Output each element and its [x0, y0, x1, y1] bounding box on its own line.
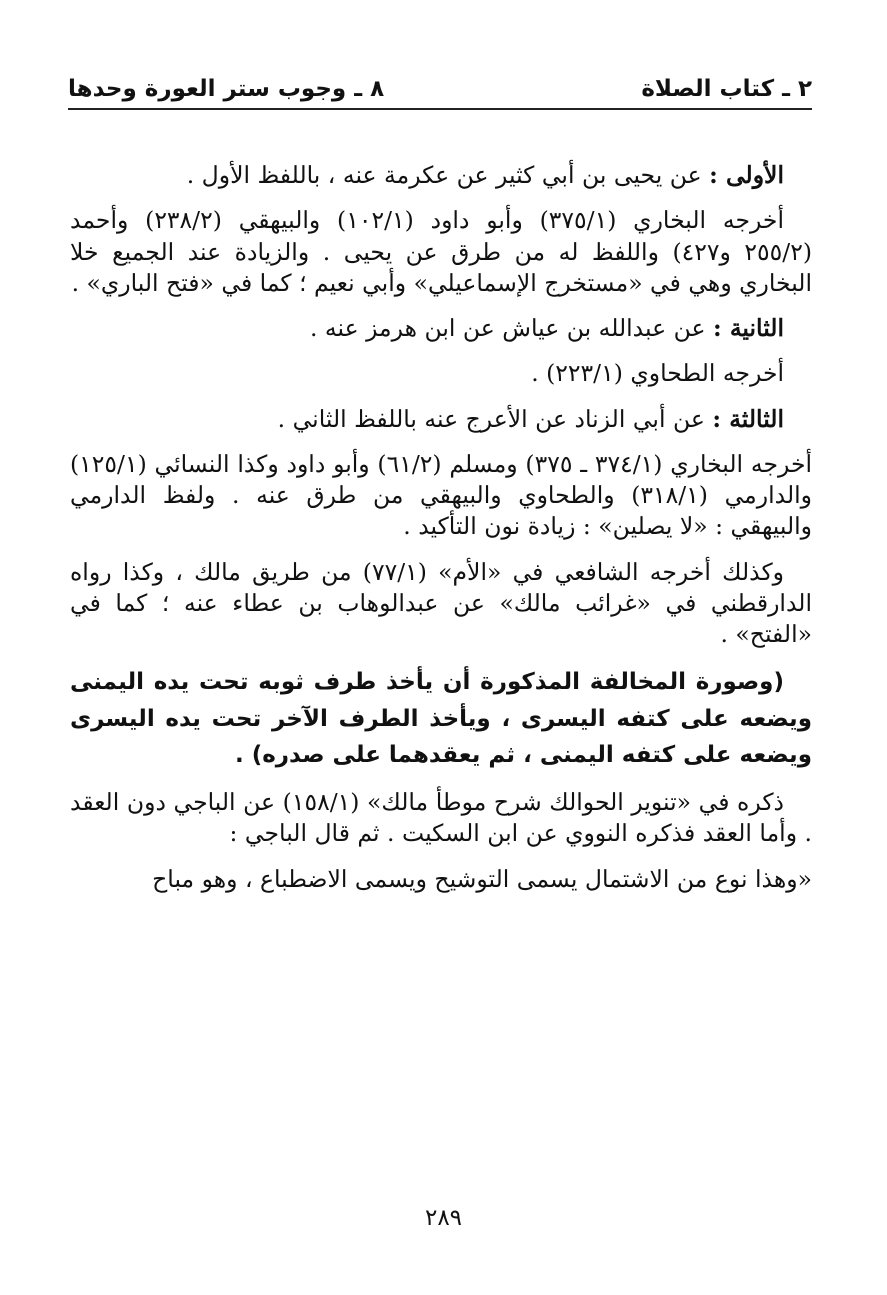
route-label: الثالثة : [712, 404, 784, 433]
paragraph-takhrij-1: أخرجه البخاري (٣٧٥/١) وأبو داود (١٠٢/١) والبيهقي (٢٣٨/٢) وأحمد (٢٥٥/٢ و٤٢٧) واللفظ له من طرق عن يحيى . والزيادة عند الجميع خلا البخاري وهي في «مستخرج الإسماعيلي» وأبي نعيم ؛ كما في «فتح الباري» . [70, 206, 812, 297]
page-body [70, 160, 812, 909]
page-number: ٢٨٩ [424, 1205, 463, 1231]
route-label: الأولى : [709, 161, 784, 189]
paragraph-baji-quote: «وهذا نوع من الاشتمال يسمى التوشيح ويسمى الاضطباع ، وهو مباح [152, 864, 812, 893]
paragraph-takhrij-2: أخرجه الطحاوي (٢٢٣/١) . [531, 359, 784, 388]
paragraph-takhrij-3: أخرجه البخاري (٣٧٤/١ ـ ٣٧٥) ومسلم (٦١/٢) وأبو داود وكذا النسائي (١٢٥/١) والدارمي (٣١٨/١) والطحاوي والبيهقي من طرق عنه . ولفظ الدارمي والبيهقي : «لا يصلين» : زيادة نون التأكيد . [70, 449, 813, 541]
chapter-title: ٢ ـ كتاب الصلاة [641, 76, 812, 102]
paragraph-first-route: الأولى : عن يحيى بن أبي كثير عن عكرمة عنه ، باللفظ الأول . [186, 161, 784, 189]
paragraph-quoted-text: (وصورة المخالفة المذكورة أن يأخذ طرف ثوبه تحت يده اليمنى ويضعه على كتفه اليسرى ، ويأخذ الطرف الآخر تحت يده اليسرى ويضعه على كتفه اليمنى ، ثم يعقدهما على صدره) . [70, 669, 812, 768]
paragraph-shafii: وكذلك أخرجه الشافعي في «الأم» (٧٧/١) من طريق مالك ، وكذا رواه الدارقطني في «غرائب مالك» عن عبدالوهاب بن عطاء عنه ؛ كما في «الفتح» . [70, 557, 812, 648]
paragraph-tanwir: ذكره في «تنوير الحوالك شرح موطأ مالك» (١٥٨/١) عن الباجي دون العقد . وأما العقد فذكره النووي عن ابن السكيت . ثم قال الباجي : [70, 788, 812, 848]
paragraph-third-route: الثالثة : عن أبي الزناد عن الأعرج عنه باللفظ الثاني . [277, 404, 784, 433]
route-label: الثانية : [712, 314, 784, 342]
section-title: ٨ ـ وجوب ستر العورة وحدها [68, 76, 385, 102]
paragraph-second-route: الثانية : عن عبدالله بن عياش عن ابن هرمز عنه . [309, 314, 784, 342]
running-header [68, 70, 812, 110]
